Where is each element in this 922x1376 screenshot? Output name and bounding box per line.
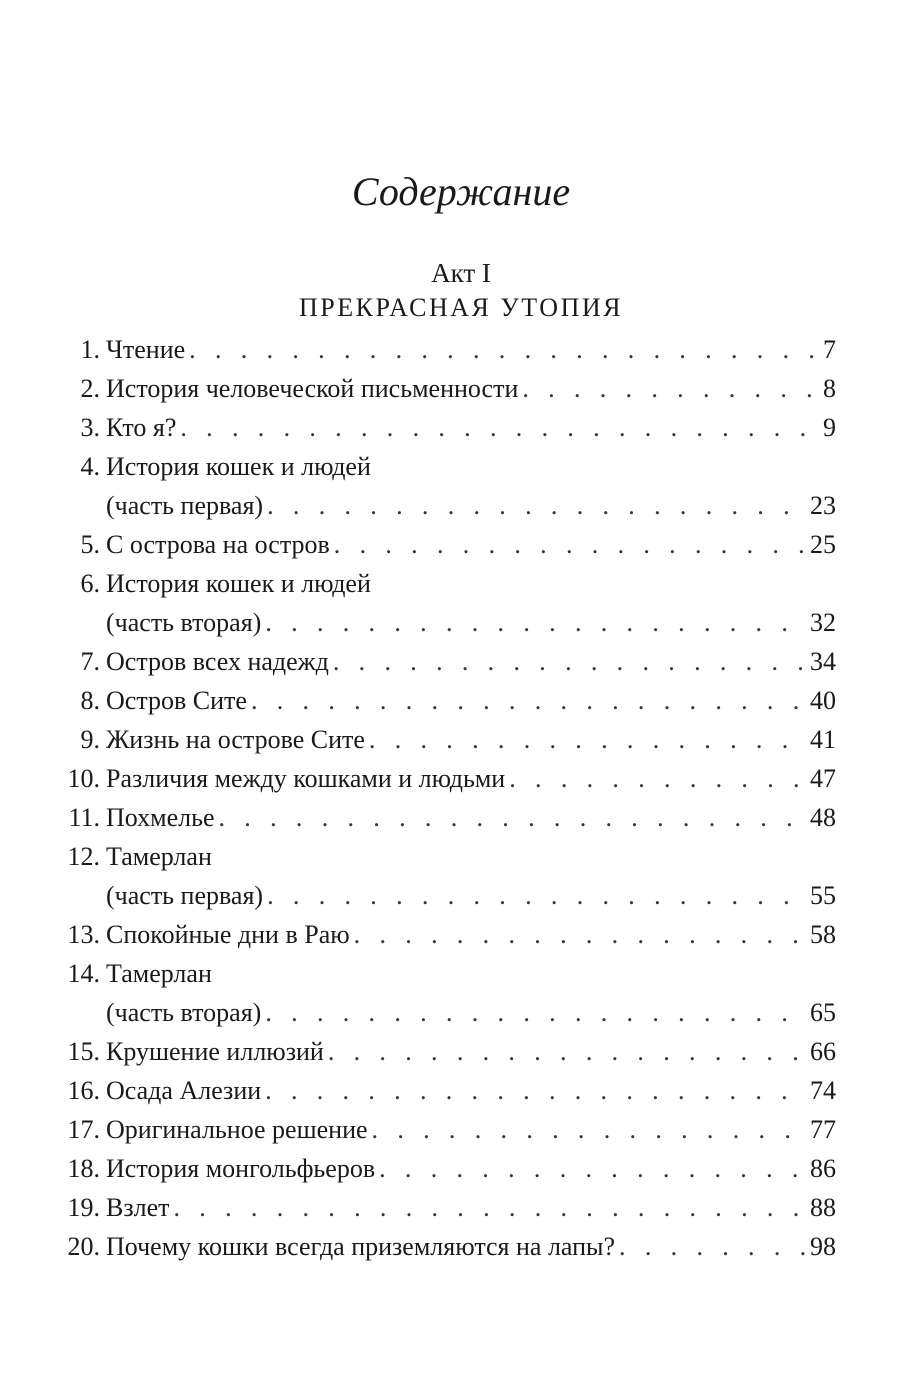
toc-entry-label [106, 447, 836, 486]
toc-entry [0, 720, 922, 759]
dot-leader [265, 993, 808, 1032]
toc-entry-label [106, 486, 836, 525]
toc-entry [0, 993, 922, 1032]
toc-page-number: 88 [810, 1193, 836, 1222]
toc-entry [0, 759, 922, 798]
toc-entry-title: Остров всех надежд [106, 647, 329, 676]
toc-entry-title: Похмелье [106, 803, 215, 832]
toc-entry [0, 525, 922, 564]
toc-entry-title: Осада Алезии [106, 1076, 262, 1105]
toc-entry-number: 3. [80, 413, 100, 442]
toc-page-number: 86 [810, 1154, 836, 1183]
toc-page-number: 40 [810, 686, 836, 715]
toc-entry-label [106, 1032, 836, 1071]
toc-entry [0, 837, 922, 876]
toc-entry-number: 6. [80, 569, 100, 598]
toc-entry-title: История кошек и людей [106, 452, 371, 481]
toc-entry-label [106, 642, 836, 681]
toc-entry [0, 642, 922, 681]
toc-entry [0, 603, 922, 642]
toc-entry-title: Крушение иллюзий [106, 1037, 324, 1066]
toc-entry-label [106, 720, 836, 759]
toc-page-number: 98 [810, 1232, 836, 1261]
toc-page-number: 47 [810, 764, 836, 793]
toc-entry-label [106, 603, 836, 642]
toc-entry [0, 798, 922, 837]
toc-entry-label [106, 1188, 836, 1227]
toc-page-number: 65 [810, 998, 836, 1027]
toc-entry-number: 1. [80, 335, 100, 364]
toc-entry-title: Различия между кошками и людьми [106, 764, 506, 793]
dot-leader [251, 681, 808, 720]
dot-leader [334, 525, 808, 564]
toc-entry-number: 10. [67, 764, 100, 793]
toc-entry-number: 7. [80, 647, 100, 676]
toc-page-number: 7 [823, 335, 836, 364]
dot-leader [267, 876, 808, 915]
toc-entry [0, 1032, 922, 1071]
toc-entry-label [106, 915, 836, 954]
dot-leader [219, 798, 809, 837]
toc-entry [0, 564, 922, 603]
toc-entry-number: 2. [80, 374, 100, 403]
toc-entry-label [106, 369, 836, 408]
toc-entry-label [106, 798, 836, 837]
toc-entry [0, 876, 922, 915]
toc-entry-label [106, 408, 836, 447]
toc-entry-number: 8. [80, 686, 100, 715]
toc-entry-label [106, 681, 836, 720]
toc-entry-number: 18. [67, 1154, 100, 1183]
toc-entry-title: Взлет [106, 1193, 170, 1222]
dot-leader [509, 759, 808, 798]
dot-leader [328, 1032, 808, 1071]
toc-entry-label [106, 1149, 836, 1188]
toc-page-number: 32 [810, 608, 836, 637]
toc-entry-number: 9. [80, 725, 100, 754]
toc-page-number: 9 [823, 413, 836, 442]
toc-entry-label [106, 876, 836, 915]
toc-page-number: 77 [810, 1115, 836, 1144]
toc-entry-title: Жизнь на острове Сите [106, 725, 365, 754]
dot-leader [333, 642, 808, 681]
dot-leader [174, 1188, 809, 1227]
toc-entry-label [106, 1110, 836, 1149]
dot-leader [354, 915, 808, 954]
toc-entry-title: (часть первая) [106, 881, 264, 910]
page-title: Содержание [351, 169, 571, 214]
toc-page-number: 74 [810, 1076, 836, 1105]
toc-entry [0, 1188, 922, 1227]
toc-page-number: 23 [810, 491, 836, 520]
dot-leader [267, 486, 808, 525]
toc-entry-label [106, 1227, 836, 1266]
toc-entry-number: 20. [67, 1232, 100, 1261]
toc-entry [0, 1227, 922, 1266]
toc-entry-title: Тамерлан [106, 842, 212, 871]
toc-entry-title: История человеческой письменности [106, 374, 519, 403]
toc-entry-label [106, 993, 836, 1032]
toc-entry-label [106, 564, 836, 603]
toc-entry-title: Оригинальное решение [106, 1115, 368, 1144]
toc-page-number: 55 [810, 881, 836, 910]
toc-entry-label [106, 1071, 836, 1110]
toc-entry-number: 14. [67, 959, 100, 988]
toc-entry-number: 5. [80, 530, 100, 559]
toc-entry-number: 16. [67, 1076, 100, 1105]
dot-leader [265, 603, 808, 642]
toc-entry-title: Тамерлан [106, 959, 212, 988]
toc-entry [0, 330, 922, 369]
toc-entry-label [106, 759, 836, 798]
toc-page-number: 48 [810, 803, 836, 832]
toc-entry-number: 4. [80, 452, 100, 481]
part-title: ПРЕКРАСНАЯ УТОПИЯ [299, 293, 623, 322]
dot-leader [372, 1110, 808, 1149]
dot-leader [369, 720, 808, 759]
toc-entry-title: (часть вторая) [106, 608, 262, 637]
toc-entry-label [106, 837, 836, 876]
toc-entry-title: История кошек и людей [106, 569, 371, 598]
dot-leader [265, 1071, 808, 1110]
toc-page-number: 66 [810, 1037, 836, 1066]
toc-entry-label [106, 954, 836, 993]
toc-entry-title: Остров Сите [106, 686, 247, 715]
toc-entry-title: (часть первая) [106, 491, 264, 520]
toc-entry-title: Почему кошки всегда приземляются на лапы? [106, 1232, 616, 1261]
toc-page-number: 58 [810, 920, 836, 949]
toc-entry-number: 11. [68, 803, 100, 832]
dot-leader [522, 369, 821, 408]
toc-entry-label [106, 330, 836, 369]
toc-entry [0, 447, 922, 486]
toc-page-number: 34 [810, 647, 836, 676]
toc-entry-title: С острова на остров [106, 530, 330, 559]
toc-entry-title: Кто я? [106, 413, 177, 442]
toc-entry-number: 13. [67, 920, 100, 949]
toc-entry-label [106, 525, 836, 564]
toc-entry [0, 681, 922, 720]
toc-page-number: 8 [823, 374, 836, 403]
toc-entry [0, 408, 922, 447]
toc-entry [0, 369, 922, 408]
toc-entry-title: (часть вторая) [106, 998, 262, 1027]
dot-leader [619, 1227, 808, 1266]
act-heading: Акт I [431, 258, 491, 288]
toc-entry-title: Спокойные дни в Раю [106, 920, 350, 949]
toc-entry [0, 1149, 922, 1188]
toc-page-number: 25 [810, 530, 836, 559]
dot-leader [180, 408, 821, 447]
toc-entry-number: 15. [67, 1037, 100, 1066]
toc-entry [0, 915, 922, 954]
toc-entry [0, 486, 922, 525]
toc-entry [0, 1110, 922, 1149]
toc-entry-title: Чтение [106, 335, 186, 364]
toc-page-number: 41 [810, 725, 836, 754]
toc-entry-title: История монгольфьеров [106, 1154, 376, 1183]
toc-entry-number: 17. [67, 1115, 100, 1144]
dot-leader [189, 330, 821, 369]
toc-entry-number: 19. [67, 1193, 100, 1222]
toc-entry-number: 12. [67, 842, 100, 871]
toc-entry [0, 954, 922, 993]
toc-entry [0, 1071, 922, 1110]
table-of-contents [0, 330, 922, 1266]
dot-leader [379, 1149, 808, 1188]
